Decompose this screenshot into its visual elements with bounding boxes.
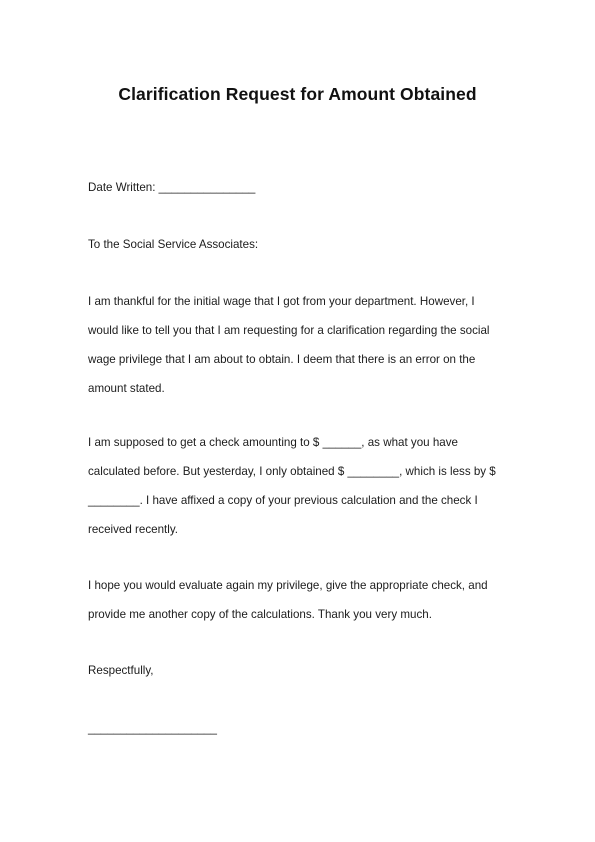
paragraph-request (88, 571, 518, 629)
paragraph-line: I hope you would evaluate again my privilege, give the appropriate check, and (88, 579, 488, 592)
date-written-line: Date Written: _______________ (88, 181, 256, 194)
paragraph-line: calculated before. But yesterday, I only obtained $ ________, which is less by $ (88, 465, 496, 478)
paragraph-line: amount stated. (88, 382, 165, 395)
paragraph-line: would like to tell you that I am requesting for a clarification regarding the social (88, 324, 490, 337)
salutation: To the Social Service Associates: (88, 238, 259, 251)
paragraph-line: provide me another copy of the calculations. Thank you very much. (88, 608, 432, 621)
document-title: Clarification Request for Amount Obtained (118, 84, 477, 104)
paragraph-line: received recently. (88, 523, 178, 536)
paragraph-line: I am thankful for the initial wage that I got from your department. However, I (88, 295, 475, 308)
paragraph-thanks (88, 287, 518, 403)
paragraph-amounts (88, 428, 518, 544)
closing: Respectfully, (88, 664, 154, 677)
paragraph-line: ________. I have affixed a copy of your previous calculation and the check I (88, 494, 478, 507)
paragraph-line: I am supposed to get a check amounting to $ ______, as what you have (88, 436, 458, 449)
signature-line: ____________________ (88, 722, 217, 735)
paragraph-line: wage privilege that I am about to obtain. I deem that there is an error on the (88, 353, 476, 366)
